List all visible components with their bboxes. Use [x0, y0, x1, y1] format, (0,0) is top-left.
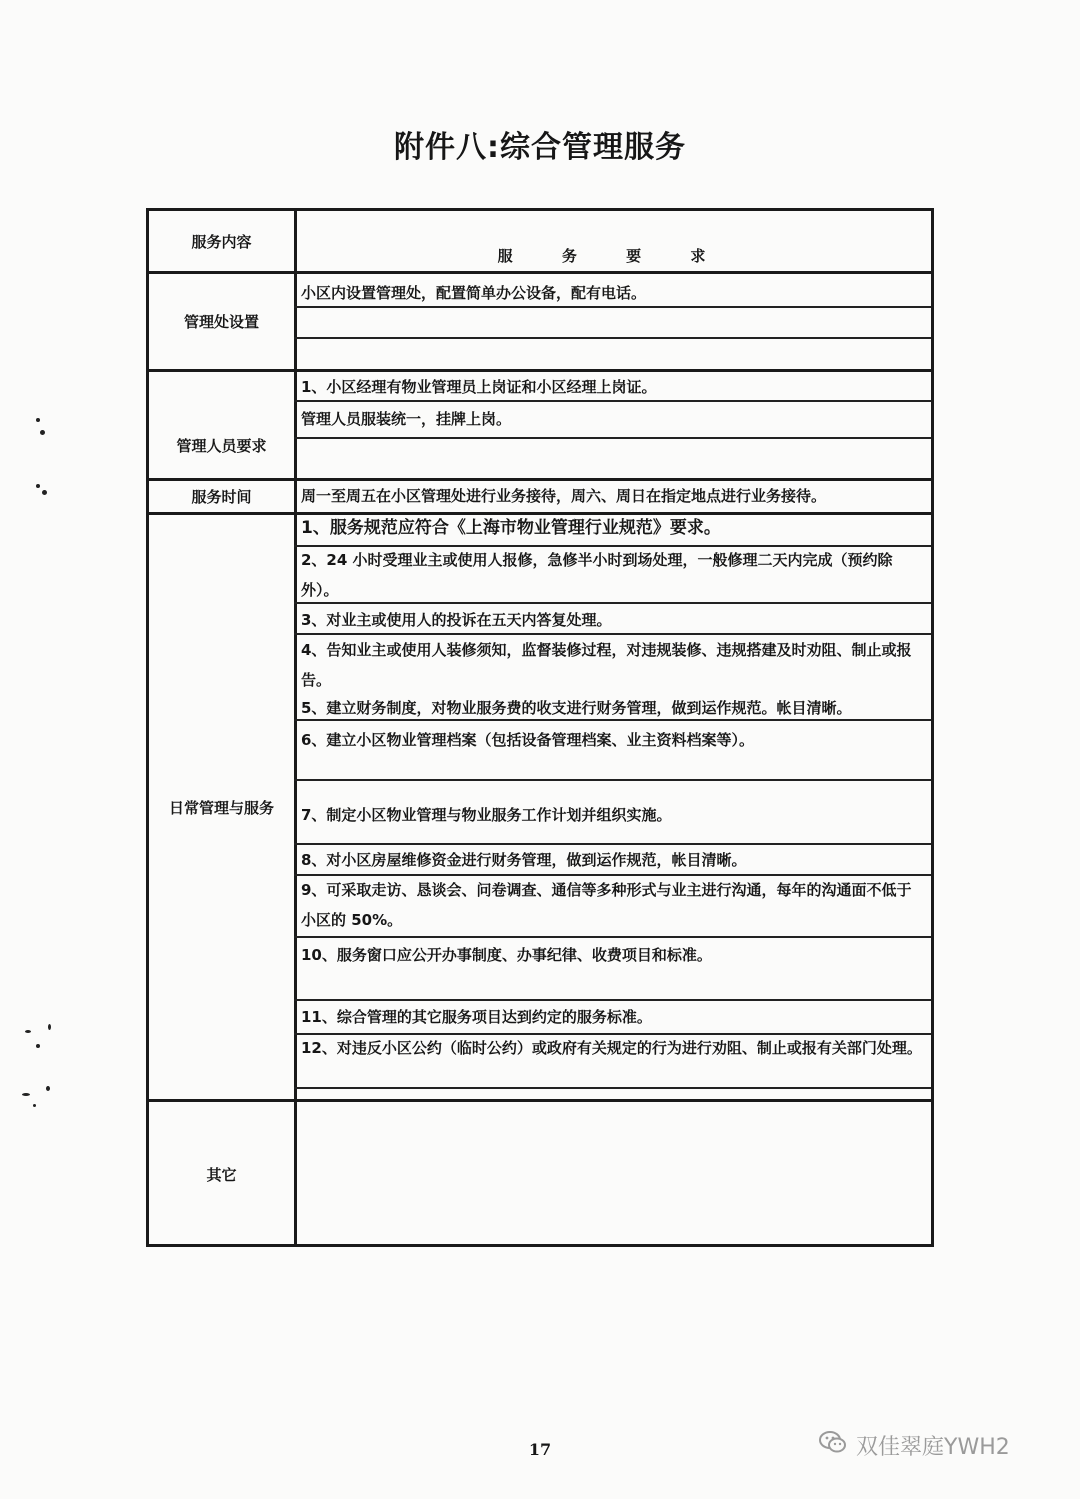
section-label-text: 管理人员要求	[176, 436, 267, 455]
section-label-hours	[149, 480, 294, 512]
daily-row-11: 11、综合管理的其它服务项目达到约定的服务标准。	[301, 1008, 652, 1026]
scan-speck	[25, 1030, 31, 1033]
section-label-office	[149, 273, 294, 369]
page-title: 附件八:综合管理服务	[394, 130, 686, 165]
row-divider	[294, 400, 931, 402]
header-content-cell	[149, 211, 294, 271]
scan-speck	[36, 484, 40, 488]
row-divider	[294, 337, 931, 339]
row-divider	[294, 779, 931, 781]
row-divider	[294, 602, 931, 604]
scan-speck	[36, 418, 40, 422]
staff-row-2: 管理人员服装统一，挂牌上岗。	[301, 410, 512, 428]
row-divider	[294, 306, 931, 308]
row-divider	[294, 1087, 931, 1089]
row-divider	[294, 437, 931, 439]
daily-row-1: 1、服务规范应符合《上海市物业管理行业规范》要求。	[301, 518, 721, 538]
watermark-text: 双佳翠庭YWH2	[856, 1434, 1010, 1460]
watermark	[818, 1429, 1010, 1461]
hours-row-1: 周一至周五在小区管理处进行业务接待，周六、周日在指定地点进行业务接待。	[301, 487, 827, 505]
section-label-text: 日常管理与服务	[168, 798, 274, 817]
column-divider	[294, 211, 297, 1244]
daily-row-9: 9、可采取走访、恳谈会、问卷调查、通信等多种形式与业主进行沟通，每年的沟通面不低于小区的 50%。	[301, 881, 912, 929]
scan-speck	[36, 1044, 40, 1048]
section-label-text: 管理处设置	[183, 312, 259, 331]
scan-speck	[40, 430, 45, 435]
scan-speck	[48, 1024, 51, 1030]
scan-speck	[42, 490, 47, 495]
section-label-text: 其它	[206, 1165, 237, 1184]
staff-row-1: 1、小区经理有物业管理员上岗证和小区经理上岗证。	[301, 378, 657, 396]
wechat-icon	[818, 1429, 848, 1461]
daily-row-6: 6、建立小区物业管理档案（包括设备管理档案、业主资料档案等）。	[301, 731, 754, 749]
row-divider	[294, 719, 931, 721]
scan-speck	[46, 1086, 50, 1091]
daily-row-7: 7、制定小区物业管理与物业服务工作计划并组织实施。	[301, 806, 672, 824]
daily-row-5: 5、建立财务制度，对物业服务费的收支进行财务管理，做到运作规范。帐目清晰。	[301, 699, 852, 717]
daily-row-12: 12、对违反小区公约（临时公约）或政府有关规定的行为进行劝阻、制止或报有关部门处理。	[301, 1039, 922, 1057]
service-table	[146, 208, 934, 1247]
section-label-daily	[149, 515, 294, 1099]
scan-speck	[22, 1093, 30, 1096]
section-label-staff	[149, 372, 294, 478]
header-requirement-label: 服 务 要 求	[497, 247, 728, 265]
scan-speck	[33, 1104, 36, 1107]
header-content-label: 服务内容	[191, 232, 252, 251]
row-divider	[294, 936, 931, 938]
section-label-other	[149, 1101, 294, 1247]
daily-row-3: 3、对业主或使用人的投诉在五天内答复处理。	[301, 611, 612, 629]
daily-row-10: 10、服务窗口应公开办事制度、办事纪律、收费项目和标准。	[301, 946, 712, 964]
office-row-1: 小区内设置管理处，配置简单办公设备，配有电话。	[301, 284, 647, 302]
daily-row-4: 4、告知业主或使用人装修须知，监督装修过程，对违规装修、违规搭建及时劝阻、制止或报告。	[301, 641, 912, 689]
daily-row-8: 8、对小区房屋维修资金进行财务管理，做到运作规范，帐目清晰。	[301, 851, 747, 869]
row-divider	[294, 999, 931, 1001]
page-number: 17	[528, 1440, 552, 1459]
section-label-text: 服务时间	[191, 487, 252, 506]
daily-row-2: 2、24 小时受理业主或使用人报修，急修半小时到场处理，一般修理二天内完成（预约除外）。	[301, 551, 893, 599]
